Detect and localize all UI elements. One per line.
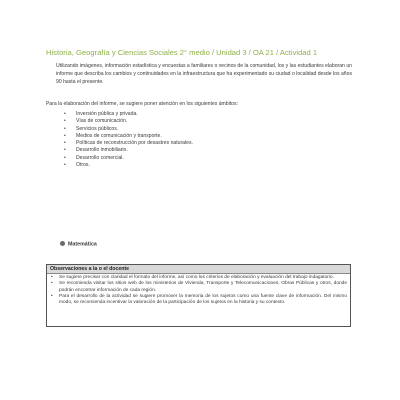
bullet-icon: • [64, 132, 66, 139]
bullet-icon: • [64, 125, 66, 132]
teacher-notes-list [47, 274, 350, 306]
aspect-item: • Medios de comunicación y transporte. [64, 132, 162, 139]
bullet-icon: • [64, 118, 66, 125]
activity-title: Historia, Geografía y Ciencias Sociales 2° medio / Unidad 3 / OA 21 / Actividad 1 [46, 48, 318, 57]
activity-instructions: Utilizando imágenes, información estadística y encuestas a familiares o vecinos de la comunidad, los y las estudiantes elaboran un informe que describa los cambios y continuidades en la infraestructura que ha experimentado su ciudad o localidad desde los años 90 hasta el presente. [56, 63, 352, 85]
aspect-item: • Servicios públicos. [64, 125, 119, 132]
bullet-icon: • [64, 161, 66, 168]
bullet-icon: • [51, 275, 53, 280]
teacher-note-item: • Para el desarrollo de la actividad se sugiere promover la memoria de los sujetos como una fuente clave de información. Del mismo modo, se recomienda incentivar la valoración de la participación de los sujetos en la historia y su contexto. [51, 293, 347, 306]
aspect-item: • Inversión pública y privada. [64, 111, 138, 117]
math-connection-icon [60, 241, 65, 246]
bullet-icon: • [64, 147, 66, 154]
aspect-item: • Desarrollo comercial. [64, 154, 124, 161]
subject-connection-label: Matemática [68, 241, 97, 248]
bullet-icon: • [64, 111, 66, 117]
teacher-notes-title: Observaciones a la o el docente [47, 265, 350, 274]
aspects-list [64, 111, 193, 169]
aspect-item: • Vías de comunicación. [64, 118, 128, 125]
bullet-icon: • [51, 281, 53, 287]
bullet-icon: • [64, 140, 66, 146]
teacher-note-item: • Se sugiere precisar con claridad el formato del informe, así como los criterios de elaboración y evaluación del trabajo indagatorio. [51, 275, 334, 280]
aspect-item: • Otros. [64, 161, 90, 168]
bullet-icon: • [64, 154, 66, 161]
subject-connection [60, 241, 97, 248]
bullet-icon: • [51, 293, 53, 299]
aspects-lead-text: Para la elaboración del informe, se sugiere poner atención en los siguientes ámbitos: [46, 101, 238, 107]
aspect-item: • Políticas de reconstrucción por desastres naturales. [64, 140, 193, 146]
teacher-note-item: • Se recomienda visitar los sitios web de los ministerios de Vivienda, Transporte y Telecomunicaciones, Obras Públicas y otros, donde podrán encontrar información de cada región. [51, 281, 347, 293]
teacher-notes-box [46, 264, 351, 327]
aspect-item: • Desarrollo inmobiliario. [64, 147, 128, 154]
